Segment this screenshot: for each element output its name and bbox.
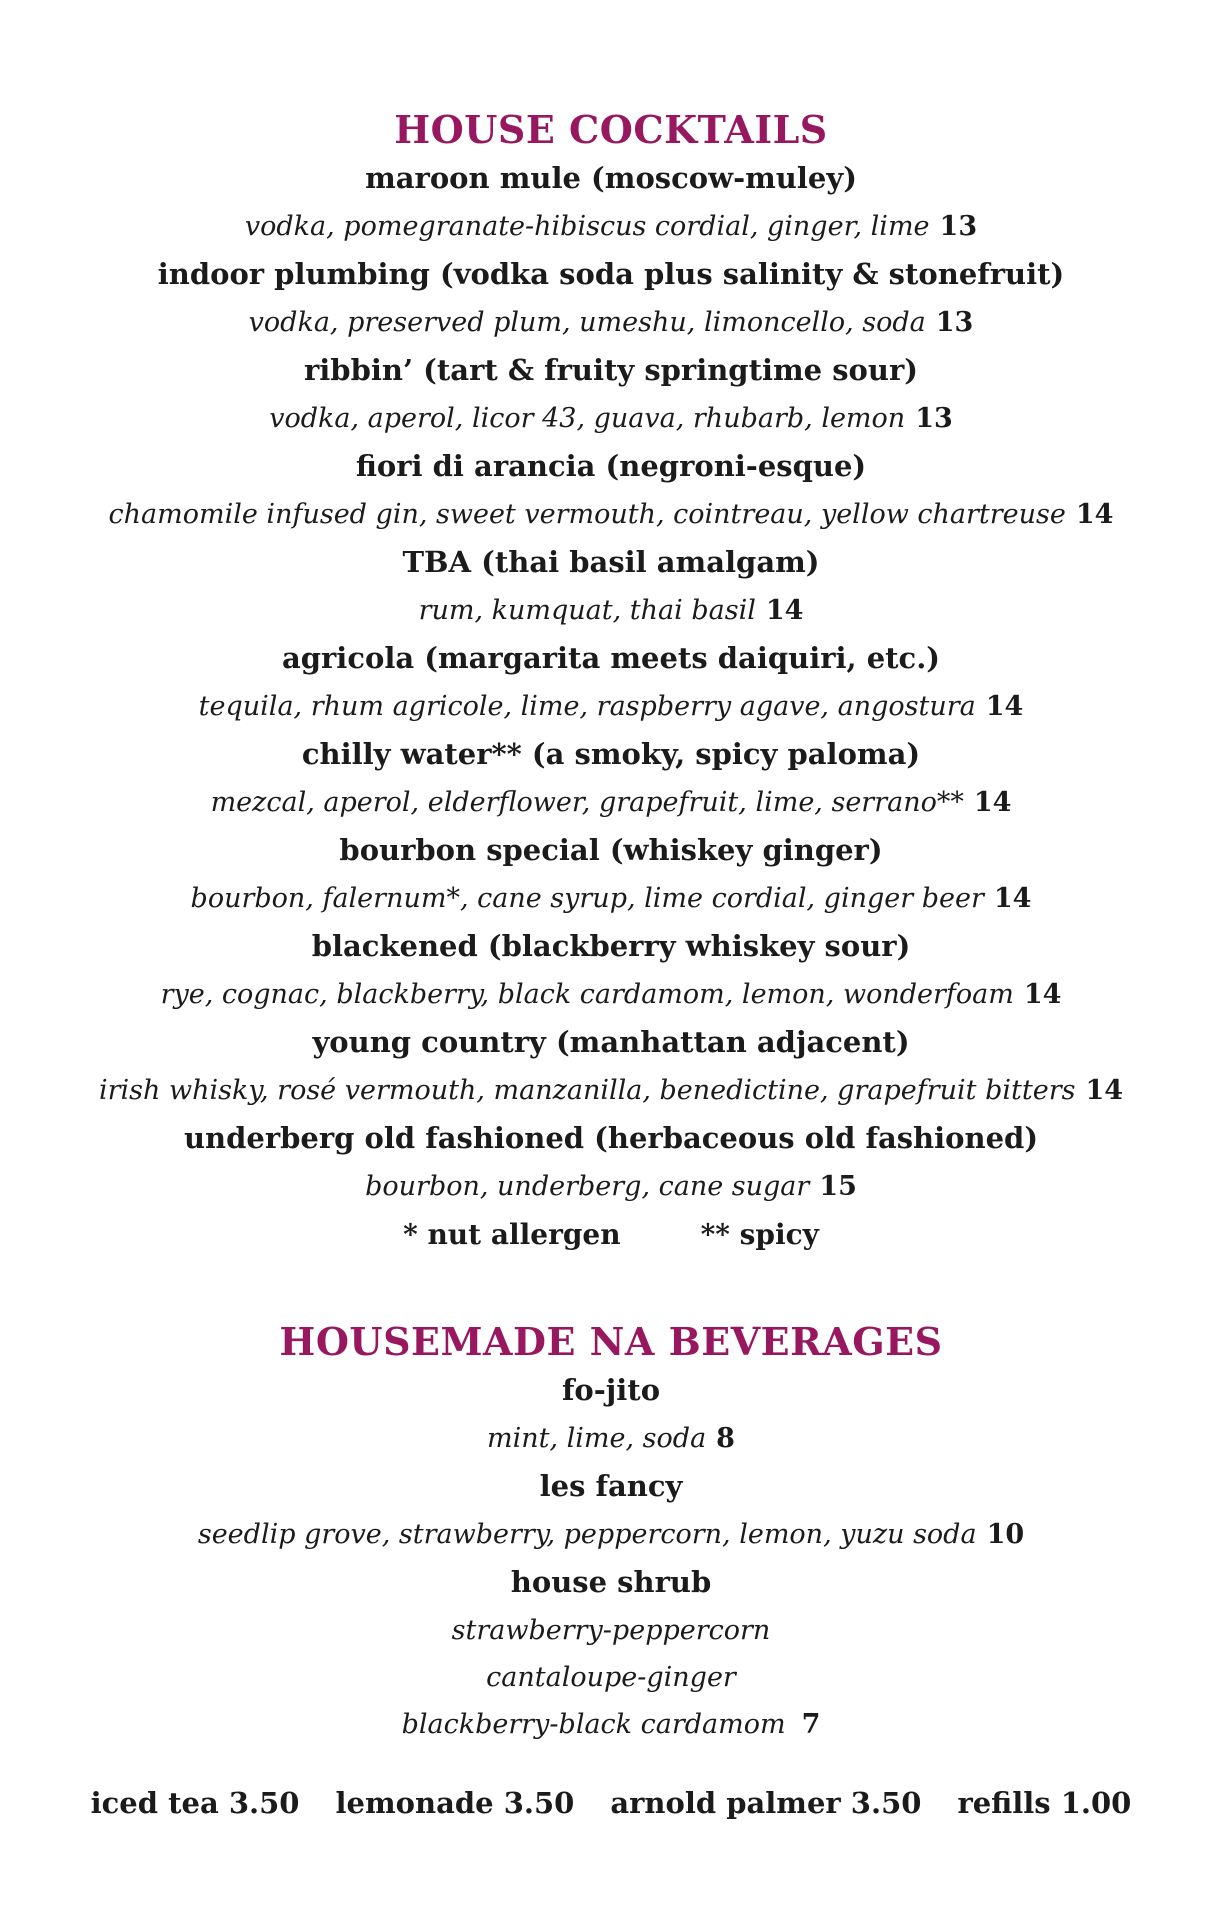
menu-item	[0, 1115, 1222, 1211]
drink-name: bourbon special (whiskey ginger)	[339, 833, 883, 867]
drink-price: 13	[935, 307, 974, 338]
drink-name: indoor plumbing (vodka soda plus salinity & stonefruit)	[157, 257, 1065, 291]
drink-description	[0, 587, 1222, 635]
menu-item	[0, 1367, 1222, 1463]
drink-ingredients: vodka, preserved plum, umeshu, limoncello, soda	[248, 307, 926, 338]
drink-name: TBA (thai basil amalgam)	[402, 545, 820, 579]
drink-description	[0, 299, 1222, 347]
drink-price: 14	[1023, 979, 1062, 1010]
drink-name: agricola (margarita meets daiquiri, etc.)	[281, 641, 941, 675]
drink-ingredients: mint, lime, soda	[487, 1423, 707, 1454]
menu-item	[0, 827, 1222, 923]
shrub-flavor: cantaloupe-ginger	[486, 1662, 736, 1693]
drink-name: house shrub	[510, 1565, 712, 1599]
menu-item	[0, 923, 1222, 1019]
drink-price: 14	[765, 595, 804, 626]
drink-price: 14	[993, 883, 1032, 914]
drink-price: 8	[716, 1423, 735, 1454]
iced-tea-price: iced tea 3.50	[90, 1786, 300, 1820]
menu-item	[0, 731, 1222, 827]
drink-description	[0, 491, 1222, 539]
drink-description	[0, 1415, 1222, 1463]
drink-description	[0, 875, 1222, 923]
drink-description	[0, 1067, 1222, 1115]
menu-item	[0, 443, 1222, 539]
simple-drinks-row	[0, 1786, 1222, 1820]
shrub-flavor-last	[0, 1701, 1222, 1748]
cocktail-list	[0, 155, 1222, 1211]
spicy-note: ** spicy	[700, 1218, 819, 1251]
drink-price: 14	[973, 787, 1012, 818]
cocktails-section	[0, 107, 1222, 1259]
arnold-palmer-price: arnold palmer 3.50	[610, 1786, 922, 1820]
drink-price: 14	[985, 691, 1024, 722]
menu-item	[0, 539, 1222, 635]
drink-ingredients: irish whisky, rosé vermouth, manzanilla, benedictine, grapefruit bitters	[98, 1075, 1076, 1106]
na-title: HOUSEMADE NA BEVERAGES	[279, 1319, 943, 1364]
allergen-legend	[0, 1211, 1222, 1259]
drink-name: les fancy	[539, 1469, 683, 1503]
menu-item	[0, 1463, 1222, 1559]
menu-item	[0, 155, 1222, 251]
drink-ingredients: tequila, rhum agricole, lime, raspberry agave, angostura	[198, 691, 976, 722]
shrub-flavor: blackberry-black cardamom	[401, 1709, 786, 1740]
drink-price: 13	[915, 403, 953, 434]
drink-description	[0, 1163, 1222, 1211]
drink-price: 14	[1085, 1075, 1124, 1106]
drink-description	[0, 779, 1222, 827]
drink-description	[0, 395, 1222, 443]
drink-price: 10	[986, 1519, 1025, 1550]
menu-item	[0, 1019, 1222, 1115]
drink-price: 13	[939, 211, 978, 242]
menu-item	[0, 1559, 1222, 1748]
menu-item	[0, 347, 1222, 443]
drink-price: 15	[819, 1171, 857, 1202]
drink-description	[0, 203, 1222, 251]
drink-ingredients: chamomile infused gin, sweet vermouth, cointreau, yellow chartreuse	[108, 499, 1066, 530]
drink-description	[0, 971, 1222, 1019]
drink-ingredients: vodka, pomegranate-hibiscus cordial, ginger, lime	[244, 211, 930, 242]
drink-name: maroon mule (moscow-muley)	[365, 161, 857, 195]
drink-ingredients: mezcal, aperol, elderflower, grapefruit, lime, serrano**	[210, 787, 964, 818]
drink-name: ribbin’ (tart & fruity springtime sour)	[304, 353, 918, 387]
drink-ingredients: vodka, aperol, licor 43, guava, rhubarb, lemon	[269, 403, 906, 434]
nut-allergen-note: * nut allergen	[403, 1218, 621, 1251]
menu-item	[0, 251, 1222, 347]
na-section	[0, 1319, 1222, 1748]
drink-ingredients: rum, kumquat, thai basil	[418, 595, 756, 626]
drink-name: fo-jito	[561, 1373, 661, 1407]
refills-price: refills 1.00	[957, 1786, 1132, 1820]
shrub-flavor: strawberry-peppercorn	[451, 1615, 771, 1646]
cocktails-title: HOUSE COCKTAILS	[394, 107, 828, 152]
drink-name: chilly water** (a smoky, spicy paloma)	[301, 737, 921, 771]
drink-ingredients: seedlip grove, strawberry, peppercorn, lemon, yuzu soda	[197, 1519, 977, 1550]
drink-ingredients: rye, cognac, blackberry, black cardamom, lemon, wonderfoam	[160, 979, 1014, 1010]
na-list	[0, 1367, 1222, 1748]
drink-description	[0, 1511, 1222, 1559]
drink-name: young country (manhattan adjacent)	[312, 1025, 910, 1059]
drink-name: blackened (blackberry whiskey sour)	[311, 929, 911, 963]
menu-item	[0, 635, 1222, 731]
drink-description	[0, 683, 1222, 731]
drink-price: 7	[801, 1709, 821, 1740]
drink-ingredients: bourbon, falernum*, cane syrup, lime cordial, ginger beer	[190, 883, 984, 914]
drink-price: 14	[1075, 499, 1114, 530]
drink-name: fiori di arancia (negroni-esque)	[355, 449, 867, 483]
drink-ingredients: bourbon, underberg, cane sugar	[365, 1171, 810, 1202]
drink-name: underberg old fashioned (herbaceous old fashioned)	[183, 1121, 1039, 1155]
lemonade-price: lemonade 3.50	[335, 1786, 575, 1820]
